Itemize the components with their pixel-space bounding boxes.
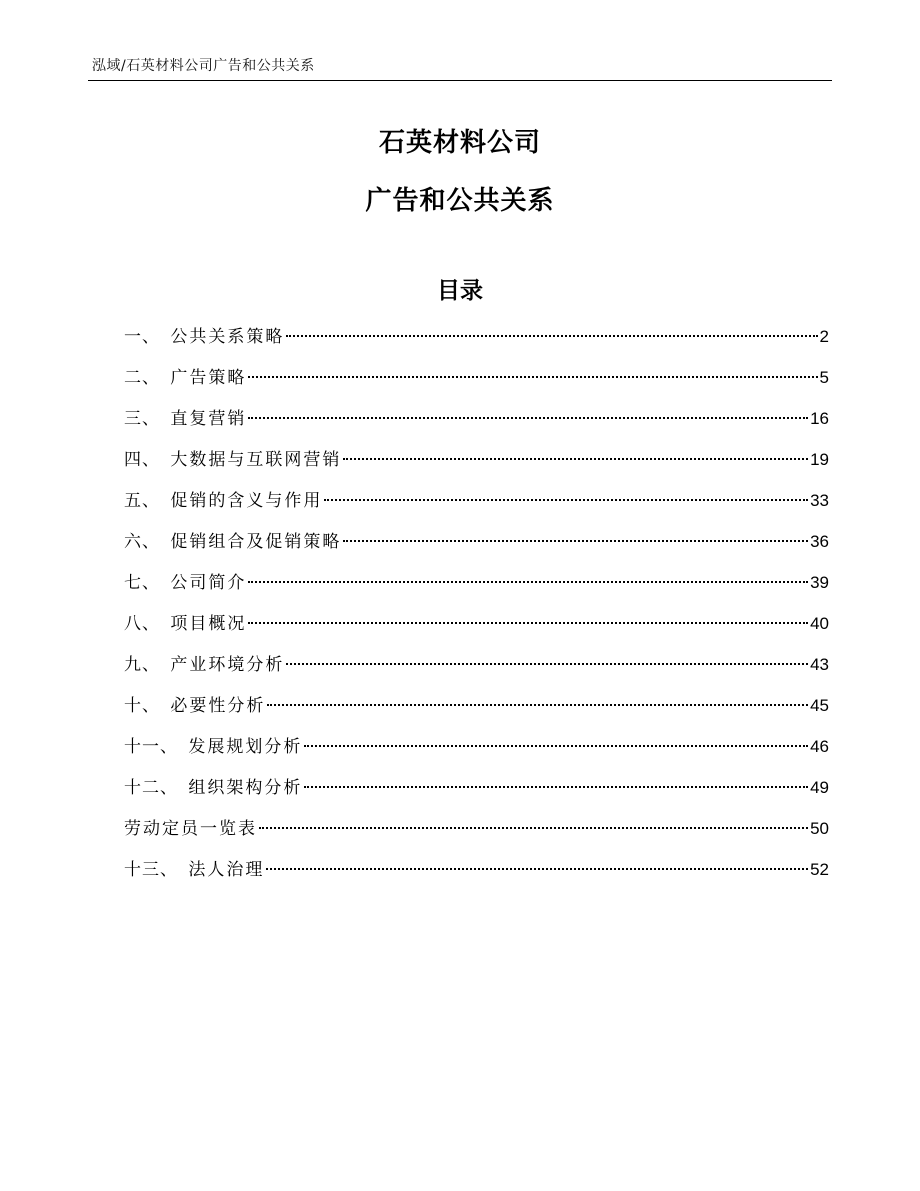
toc-entry[interactable] (124, 445, 829, 486)
toc-entry-page-number: 46 (810, 737, 829, 756)
toc-entry-text: 公共关系策略 (170, 327, 285, 347)
toc-leader-dots (324, 499, 808, 501)
toc-leader-dots (267, 704, 808, 706)
toc-leader-dots (304, 745, 808, 747)
toc-entry-text: 组织架构分析 (188, 778, 303, 798)
toc-entry[interactable] (124, 527, 829, 568)
toc-entry-text: 必要性分析 (170, 696, 266, 716)
toc-entry[interactable] (124, 363, 829, 404)
toc-entry-text: 劳动定员一览表 (124, 819, 257, 839)
toc-entry-page-number: 52 (810, 860, 829, 879)
document-subtitle: 广告和公共关系 (365, 186, 555, 216)
toc-entry-text: 大数据与互联网营销 (170, 450, 342, 470)
toc-entry-number: 八、 (124, 614, 167, 634)
toc-leader-dots (248, 622, 808, 624)
toc-entry-text: 直复营销 (170, 409, 247, 429)
document-title: 石英材料公司 (378, 128, 541, 158)
toc-entry-page-number: 40 (810, 614, 829, 633)
toc-leader-dots (248, 581, 808, 583)
toc-entry-page-number: 43 (810, 655, 829, 674)
toc-entry[interactable] (124, 691, 829, 732)
toc-entry[interactable] (124, 855, 829, 896)
toc-entry-page-number: 2 (819, 327, 829, 346)
toc-entry[interactable] (124, 322, 829, 363)
toc-entry-page-number: 49 (810, 778, 829, 797)
toc-entry[interactable] (124, 650, 829, 691)
header-divider (88, 80, 832, 81)
toc-entry-number: 四、 (124, 450, 167, 470)
toc-entry-text: 项目概况 (170, 614, 247, 634)
toc-leader-dots (248, 376, 817, 378)
toc-leader-dots (248, 417, 808, 419)
toc-heading: 目录 (437, 278, 483, 304)
toc-entry-number: 十一、 (124, 737, 185, 757)
toc-leader-dots (266, 868, 808, 870)
toc-leader-dots (304, 786, 808, 788)
toc-entry-number: 一、 (124, 327, 167, 347)
toc-leader-dots (286, 335, 817, 337)
toc-entry[interactable] (124, 814, 829, 855)
toc-entry-page-number: 16 (810, 409, 829, 428)
toc-entry[interactable] (124, 486, 829, 527)
table-of-contents (124, 322, 829, 896)
toc-entry-page-number: 33 (810, 491, 829, 510)
toc-entry-number: 三、 (124, 409, 167, 429)
toc-entry[interactable] (124, 773, 829, 814)
toc-leader-dots (343, 458, 808, 460)
toc-entry-number: 六、 (124, 532, 167, 552)
toc-entry[interactable] (124, 404, 829, 445)
toc-entry-text: 产业环境分析 (170, 655, 285, 675)
toc-entry-number: 十二、 (124, 778, 185, 798)
toc-entry-text: 法人治理 (188, 860, 265, 880)
toc-entry-number: 十三、 (124, 860, 185, 880)
toc-entry-page-number: 50 (810, 819, 829, 838)
toc-entry[interactable] (124, 732, 829, 773)
toc-entry-text: 促销的含义与作用 (170, 491, 323, 511)
running-header: 泓域/石英材料公司广告和公共关系 (92, 58, 315, 74)
toc-entry-text: 促销组合及促销策略 (170, 532, 342, 552)
toc-entry-number: 七、 (124, 573, 167, 593)
toc-entry-page-number: 45 (810, 696, 829, 715)
toc-entry-page-number: 5 (819, 368, 829, 387)
toc-leader-dots (286, 663, 808, 665)
toc-entry-text: 广告策略 (170, 368, 247, 388)
toc-entry-number: 十、 (124, 696, 167, 716)
toc-entry-page-number: 19 (810, 450, 829, 469)
toc-entry-page-number: 36 (810, 532, 829, 551)
toc-entry[interactable] (124, 568, 829, 609)
toc-entry-number: 五、 (124, 491, 167, 511)
toc-entry-text: 发展规划分析 (188, 737, 303, 757)
toc-entry[interactable] (124, 609, 829, 650)
toc-leader-dots (343, 540, 808, 542)
toc-entry-number: 九、 (124, 655, 167, 675)
toc-entry-page-number: 39 (810, 573, 829, 592)
toc-leader-dots (259, 827, 808, 829)
toc-entry-text: 公司简介 (170, 573, 247, 593)
toc-entry-number: 二、 (124, 368, 167, 388)
